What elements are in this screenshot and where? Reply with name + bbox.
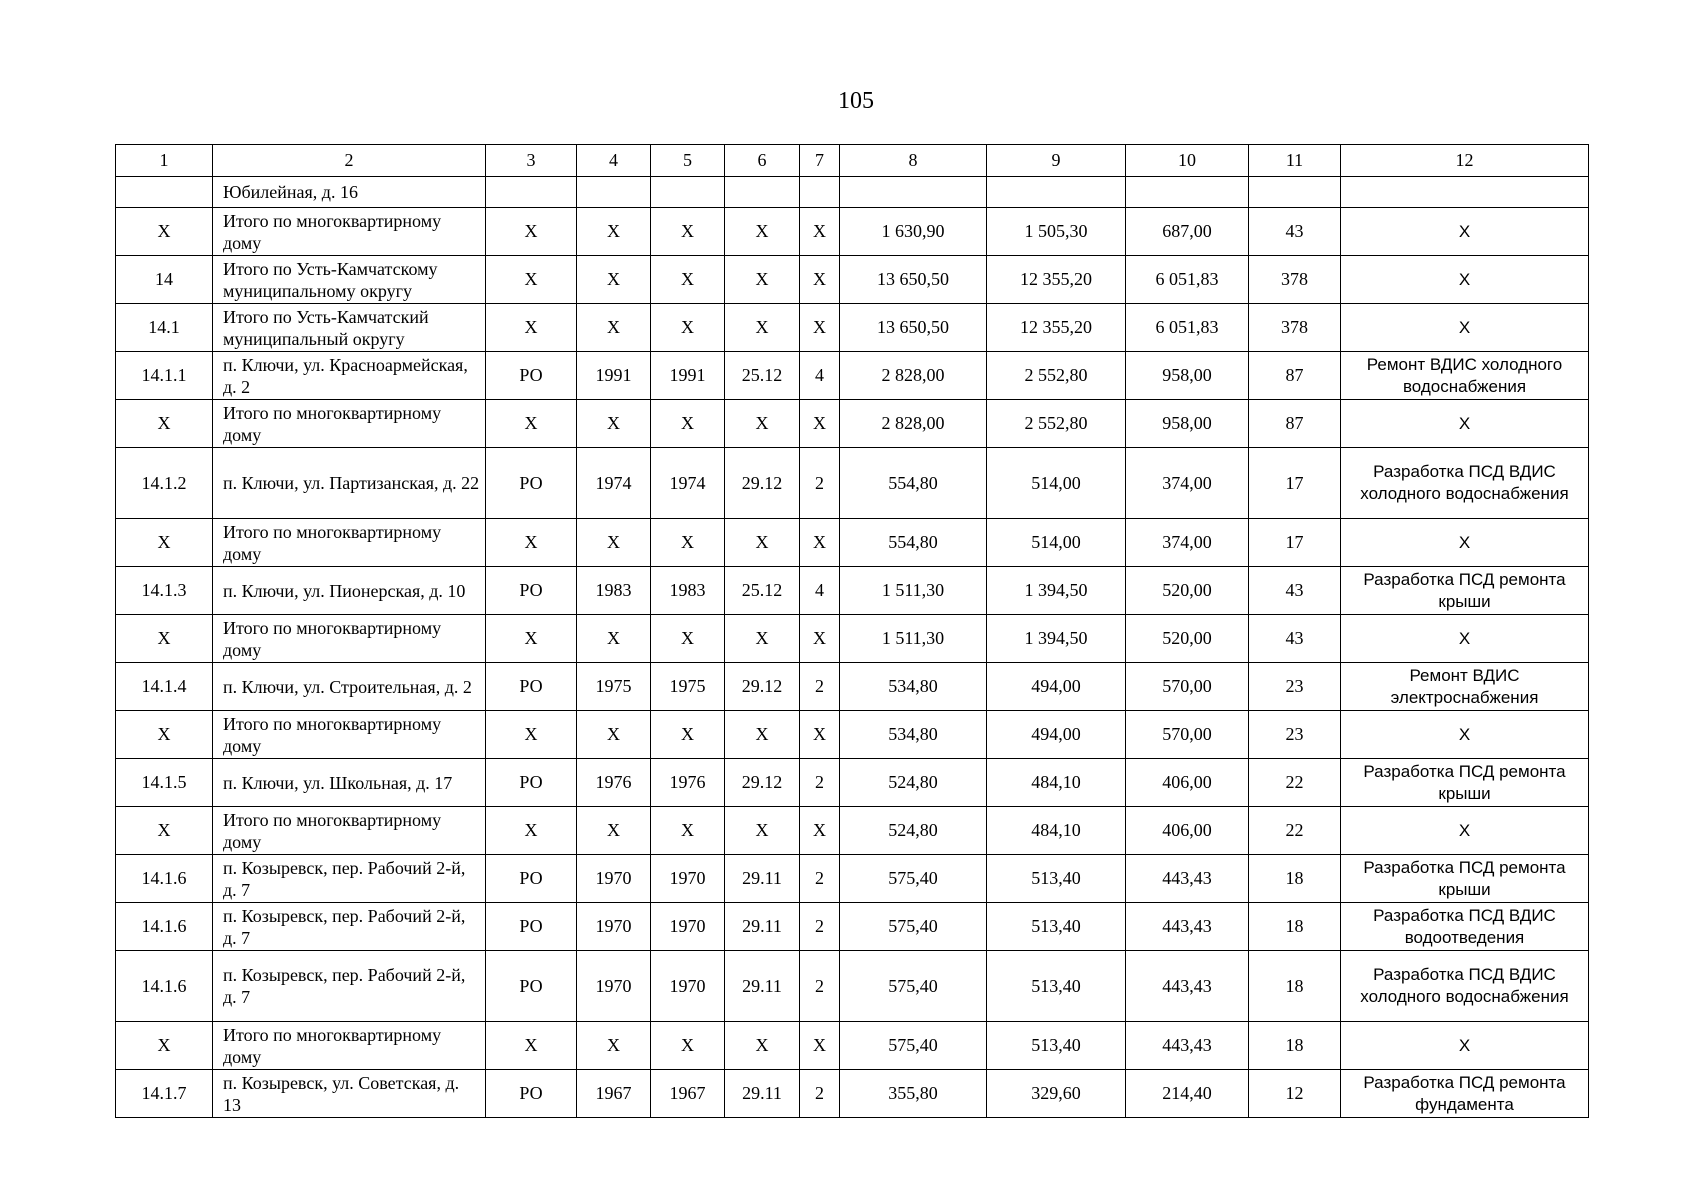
cell-row-number [116, 177, 213, 208]
cell-tariff: 374,00 [1126, 519, 1249, 567]
cell-year-built: 1970 [577, 855, 651, 903]
cell-residents: 18 [1249, 903, 1341, 951]
cell-year-commissioned: 1991 [651, 352, 725, 400]
cell-year-commissioned: Х [651, 1022, 725, 1070]
cell-floors: Х [800, 400, 840, 448]
cell-year-commissioned: Х [651, 807, 725, 855]
column-header: 2 [213, 145, 486, 177]
cell-date: Х [725, 256, 800, 304]
column-header: 4 [577, 145, 651, 177]
cell-floors: Х [800, 256, 840, 304]
table-row [116, 615, 1589, 663]
cell-work-type: Х [1341, 1022, 1589, 1070]
table-row [116, 807, 1589, 855]
cell-year-built: 1974 [577, 448, 651, 519]
cell-tariff: 687,00 [1126, 208, 1249, 256]
cell-living-area: 329,60 [987, 1070, 1126, 1118]
cell-address: п. Ключи, ул. Партизанская, д. 22 [213, 448, 486, 519]
cell-living-area: 494,00 [987, 711, 1126, 759]
cell-residents: 12 [1249, 1070, 1341, 1118]
cell-living-area: 513,40 [987, 903, 1126, 951]
cell-residents: 18 [1249, 1022, 1341, 1070]
cell-address: Итого по многоквартирному дому [213, 519, 486, 567]
cell-year-commissioned: Х [651, 400, 725, 448]
cell-date: Х [725, 400, 800, 448]
cell-total-area [840, 177, 987, 208]
cell-work-type: Х [1341, 711, 1589, 759]
cell-work-type: Х [1341, 519, 1589, 567]
column-header: 9 [987, 145, 1126, 177]
cell-year-commissioned: Х [651, 519, 725, 567]
cell-year-commissioned: 1970 [651, 951, 725, 1022]
cell-living-area: 12 355,20 [987, 304, 1126, 352]
cell-tariff: 520,00 [1126, 615, 1249, 663]
cell-address: Итого по многоквартирному дому [213, 1022, 486, 1070]
cell-residents: 378 [1249, 304, 1341, 352]
cell-floors: 2 [800, 903, 840, 951]
cell-living-area: 513,40 [987, 855, 1126, 903]
cell-tariff: 6 051,83 [1126, 304, 1249, 352]
cell-address: п. Ключи, ул. Строительная, д. 2 [213, 663, 486, 711]
cell-row-number: Х [116, 400, 213, 448]
cell-row-number: Х [116, 1022, 213, 1070]
cell-date: 29.12 [725, 759, 800, 807]
cell-work-type [1341, 177, 1589, 208]
table-row [116, 903, 1589, 951]
cell-residents: 17 [1249, 519, 1341, 567]
cell-tariff [1126, 177, 1249, 208]
cell-floors: 2 [800, 448, 840, 519]
cell-year-commissioned: Х [651, 208, 725, 256]
cell-row-number: 14.1.6 [116, 855, 213, 903]
cell-row-number: 14.1.3 [116, 567, 213, 615]
cell-year-built: Х [577, 208, 651, 256]
cell-residents: 87 [1249, 352, 1341, 400]
cell-address: Итого по многоквартирному дому [213, 807, 486, 855]
cell-ownership-form: Х [486, 615, 577, 663]
cell-total-area: 2 828,00 [840, 400, 987, 448]
cell-address: Итого по многоквартирному дому [213, 400, 486, 448]
cell-living-area: 12 355,20 [987, 256, 1126, 304]
cell-living-area: 2 552,80 [987, 400, 1126, 448]
cell-residents: 378 [1249, 256, 1341, 304]
cell-total-area: 1 511,30 [840, 615, 987, 663]
cell-year-built: Х [577, 400, 651, 448]
cell-work-type: Разработка ПСД ВДИС водоотведения [1341, 903, 1589, 951]
cell-floors: 4 [800, 567, 840, 615]
cell-living-area: 1 394,50 [987, 567, 1126, 615]
column-header: 12 [1341, 145, 1589, 177]
cell-row-number: 14.1.1 [116, 352, 213, 400]
cell-date: 25.12 [725, 567, 800, 615]
cell-living-area [987, 177, 1126, 208]
cell-row-number: Х [116, 807, 213, 855]
cell-living-area: 1 394,50 [987, 615, 1126, 663]
table-row [116, 448, 1589, 519]
cell-date: 29.11 [725, 951, 800, 1022]
cell-floors: Х [800, 807, 840, 855]
table-row [116, 177, 1589, 208]
cell-year-built: 1975 [577, 663, 651, 711]
cell-address: п. Козыревск, пер. Рабочий 2-й, д. 7 [213, 855, 486, 903]
cell-row-number: 14.1.5 [116, 759, 213, 807]
column-header: 5 [651, 145, 725, 177]
cell-address: п. Ключи, ул. Красноармейская, д. 2 [213, 352, 486, 400]
cell-living-area: 513,40 [987, 951, 1126, 1022]
cell-year-commissioned: Х [651, 304, 725, 352]
cell-total-area: 524,80 [840, 759, 987, 807]
cell-address: Итого по многоквартирному дому [213, 711, 486, 759]
cell-ownership-form: РО [486, 855, 577, 903]
column-header: 6 [725, 145, 800, 177]
page-number: 105 [838, 88, 874, 114]
cell-row-number: 14.1.6 [116, 903, 213, 951]
cell-row-number: 14.1.6 [116, 951, 213, 1022]
cell-total-area: 524,80 [840, 807, 987, 855]
cell-tariff: 6 051,83 [1126, 256, 1249, 304]
cell-work-type: Х [1341, 304, 1589, 352]
table-row [116, 1022, 1589, 1070]
table-row [116, 759, 1589, 807]
cell-work-type: Х [1341, 256, 1589, 304]
table-row [116, 711, 1589, 759]
cell-date: Х [725, 615, 800, 663]
cell-total-area: 1 511,30 [840, 567, 987, 615]
column-header: 11 [1249, 145, 1341, 177]
cell-ownership-form: РО [486, 352, 577, 400]
cell-work-type: Х [1341, 615, 1589, 663]
cell-date [725, 177, 800, 208]
cell-year-built: Х [577, 304, 651, 352]
cell-residents: 23 [1249, 663, 1341, 711]
cell-row-number: 14.1.7 [116, 1070, 213, 1118]
cell-work-type: Разработка ПСД ремонта крыши [1341, 567, 1589, 615]
cell-floors: 2 [800, 759, 840, 807]
cell-row-number: Х [116, 615, 213, 663]
cell-year-commissioned: 1975 [651, 663, 725, 711]
cell-tariff: 443,43 [1126, 951, 1249, 1022]
cell-year-built: 1970 [577, 951, 651, 1022]
cell-residents: 43 [1249, 567, 1341, 615]
cell-work-type: Разработка ПСД ремонта крыши [1341, 759, 1589, 807]
table-row [116, 663, 1589, 711]
cell-floors: Х [800, 208, 840, 256]
cell-residents: 87 [1249, 400, 1341, 448]
cell-living-area: 2 552,80 [987, 352, 1126, 400]
cell-year-commissioned: 1970 [651, 855, 725, 903]
cell-total-area: 575,40 [840, 903, 987, 951]
cell-year-built: 1991 [577, 352, 651, 400]
cell-address: п. Козыревск, пер. Рабочий 2-й, д. 7 [213, 951, 486, 1022]
cell-year-built: Х [577, 1022, 651, 1070]
column-header: 1 [116, 145, 213, 177]
cell-address: Итого по Усть-Камчатскому муниципальному округу [213, 256, 486, 304]
cell-date: 29.11 [725, 855, 800, 903]
cell-row-number: 14 [116, 256, 213, 304]
cell-year-built: 1970 [577, 903, 651, 951]
cell-address: п. Козыревск, ул. Советская, д. 13 [213, 1070, 486, 1118]
cell-residents: 23 [1249, 711, 1341, 759]
cell-year-built: Х [577, 519, 651, 567]
cell-tariff: 958,00 [1126, 400, 1249, 448]
cell-work-type: Х [1341, 400, 1589, 448]
cell-residents: 18 [1249, 855, 1341, 903]
cell-address: Итого по многоквартирному дому [213, 615, 486, 663]
cell-tariff: 570,00 [1126, 663, 1249, 711]
cell-work-type: Ремонт ВДИС холодного водоснабжения [1341, 352, 1589, 400]
cell-total-area: 575,40 [840, 1022, 987, 1070]
cell-address: п. Ключи, ул. Школьная, д. 17 [213, 759, 486, 807]
cell-date: Х [725, 807, 800, 855]
cell-total-area: 534,80 [840, 711, 987, 759]
cell-living-area: 513,40 [987, 1022, 1126, 1070]
cell-floors: Х [800, 711, 840, 759]
table-header-row [116, 145, 1589, 177]
cell-date: 29.11 [725, 1070, 800, 1118]
cell-year-commissioned: 1974 [651, 448, 725, 519]
cell-total-area: 355,80 [840, 1070, 987, 1118]
cell-year-commissioned [651, 177, 725, 208]
cell-date: 29.12 [725, 448, 800, 519]
cell-living-area: 484,10 [987, 759, 1126, 807]
cell-ownership-form: Х [486, 807, 577, 855]
cell-ownership-form: Х [486, 256, 577, 304]
cell-ownership-form: РО [486, 951, 577, 1022]
cell-date: Х [725, 304, 800, 352]
cell-ownership-form: РО [486, 903, 577, 951]
cell-residents: 18 [1249, 951, 1341, 1022]
cell-address: Итого по Усть-Камчатский муниципальный округу [213, 304, 486, 352]
cell-floors: 2 [800, 855, 840, 903]
cell-tariff: 406,00 [1126, 807, 1249, 855]
table-row [116, 951, 1589, 1022]
cell-floors: 2 [800, 1070, 840, 1118]
cell-ownership-form: Х [486, 304, 577, 352]
table-row [116, 519, 1589, 567]
cell-work-type: Разработка ПСД ремонта фундамента [1341, 1070, 1589, 1118]
cell-year-commissioned: Х [651, 711, 725, 759]
cell-floors: 4 [800, 352, 840, 400]
cell-row-number: Х [116, 711, 213, 759]
cell-row-number: Х [116, 519, 213, 567]
column-header: 3 [486, 145, 577, 177]
cell-year-built: 1976 [577, 759, 651, 807]
cell-total-area: 2 828,00 [840, 352, 987, 400]
cell-date: Х [725, 711, 800, 759]
cell-total-area: 575,40 [840, 951, 987, 1022]
cell-work-type: Разработка ПСД ВДИС холодного водоснабжения [1341, 448, 1589, 519]
cell-living-area: 484,10 [987, 807, 1126, 855]
cell-ownership-form [486, 177, 577, 208]
cell-living-area: 514,00 [987, 519, 1126, 567]
cell-date: Х [725, 519, 800, 567]
cell-year-commissioned: Х [651, 256, 725, 304]
cell-tariff: 570,00 [1126, 711, 1249, 759]
cell-work-type: Разработка ПСД ремонта крыши [1341, 855, 1589, 903]
cell-floors: 2 [800, 663, 840, 711]
cell-date: 29.12 [725, 663, 800, 711]
cell-total-area: 575,40 [840, 855, 987, 903]
cell-residents: 22 [1249, 759, 1341, 807]
cell-date: 29.11 [725, 903, 800, 951]
cell-floors: Х [800, 304, 840, 352]
table-row [116, 304, 1589, 352]
cell-living-area: 1 505,30 [987, 208, 1126, 256]
cell-tariff: 214,40 [1126, 1070, 1249, 1118]
cell-total-area: 554,80 [840, 448, 987, 519]
cell-address: п. Ключи, ул. Пионерская, д. 10 [213, 567, 486, 615]
cell-living-area: 494,00 [987, 663, 1126, 711]
cell-year-built: 1967 [577, 1070, 651, 1118]
cell-work-type: Х [1341, 807, 1589, 855]
cell-floors: Х [800, 615, 840, 663]
cell-year-commissioned: 1976 [651, 759, 725, 807]
cell-work-type: Разработка ПСД ВДИС холодного водоснабжения [1341, 951, 1589, 1022]
cell-tariff: 443,43 [1126, 1022, 1249, 1070]
cell-floors: Х [800, 519, 840, 567]
table-row [116, 567, 1589, 615]
cell-row-number: 14.1.4 [116, 663, 213, 711]
cell-year-commissioned: Х [651, 615, 725, 663]
cell-ownership-form: Х [486, 400, 577, 448]
cell-year-built: Х [577, 615, 651, 663]
cell-floors [800, 177, 840, 208]
cell-year-built: 1983 [577, 567, 651, 615]
table-row [116, 352, 1589, 400]
cell-tariff: 443,43 [1126, 855, 1249, 903]
cell-address: Итого по многоквартирному дому [213, 208, 486, 256]
cell-residents: 43 [1249, 615, 1341, 663]
cell-tariff: 520,00 [1126, 567, 1249, 615]
cell-tariff: 958,00 [1126, 352, 1249, 400]
cell-year-built: Х [577, 256, 651, 304]
cell-total-area: 1 630,90 [840, 208, 987, 256]
cell-ownership-form: Х [486, 1022, 577, 1070]
works-table [115, 144, 1589, 1118]
cell-year-built [577, 177, 651, 208]
cell-residents: 17 [1249, 448, 1341, 519]
cell-residents: 43 [1249, 208, 1341, 256]
cell-ownership-form: Х [486, 711, 577, 759]
cell-residents [1249, 177, 1341, 208]
cell-row-number: Х [116, 208, 213, 256]
cell-total-area: 13 650,50 [840, 256, 987, 304]
cell-date: Х [725, 1022, 800, 1070]
cell-year-commissioned: 1967 [651, 1070, 725, 1118]
cell-date: 25.12 [725, 352, 800, 400]
table-row [116, 256, 1589, 304]
cell-row-number: 14.1.2 [116, 448, 213, 519]
table-row [116, 855, 1589, 903]
cell-date: Х [725, 208, 800, 256]
cell-address: п. Козыревск, пер. Рабочий 2-й, д. 7 [213, 903, 486, 951]
column-header: 7 [800, 145, 840, 177]
cell-tariff: 406,00 [1126, 759, 1249, 807]
cell-living-area: 514,00 [987, 448, 1126, 519]
cell-residents: 22 [1249, 807, 1341, 855]
cell-row-number: 14.1 [116, 304, 213, 352]
cell-total-area: 554,80 [840, 519, 987, 567]
cell-year-built: Х [577, 807, 651, 855]
cell-address: Юбилейная, д. 16 [213, 177, 486, 208]
cell-floors: 2 [800, 951, 840, 1022]
cell-tariff: 374,00 [1126, 448, 1249, 519]
cell-ownership-form: Х [486, 519, 577, 567]
column-header: 10 [1126, 145, 1249, 177]
table-row [116, 208, 1589, 256]
table-row [116, 400, 1589, 448]
cell-work-type: Ремонт ВДИС электроснабжения [1341, 663, 1589, 711]
cell-ownership-form: РО [486, 567, 577, 615]
cell-ownership-form: РО [486, 759, 577, 807]
cell-ownership-form: РО [486, 1070, 577, 1118]
cell-ownership-form: РО [486, 448, 577, 519]
cell-total-area: 13 650,50 [840, 304, 987, 352]
cell-floors: Х [800, 1022, 840, 1070]
cell-work-type: Х [1341, 208, 1589, 256]
cell-tariff: 443,43 [1126, 903, 1249, 951]
table-row [116, 1070, 1589, 1118]
cell-year-built: Х [577, 711, 651, 759]
column-header: 8 [840, 145, 987, 177]
cell-year-commissioned: 1970 [651, 903, 725, 951]
cell-ownership-form: Х [486, 208, 577, 256]
cell-year-commissioned: 1983 [651, 567, 725, 615]
cell-ownership-form: РО [486, 663, 577, 711]
cell-total-area: 534,80 [840, 663, 987, 711]
